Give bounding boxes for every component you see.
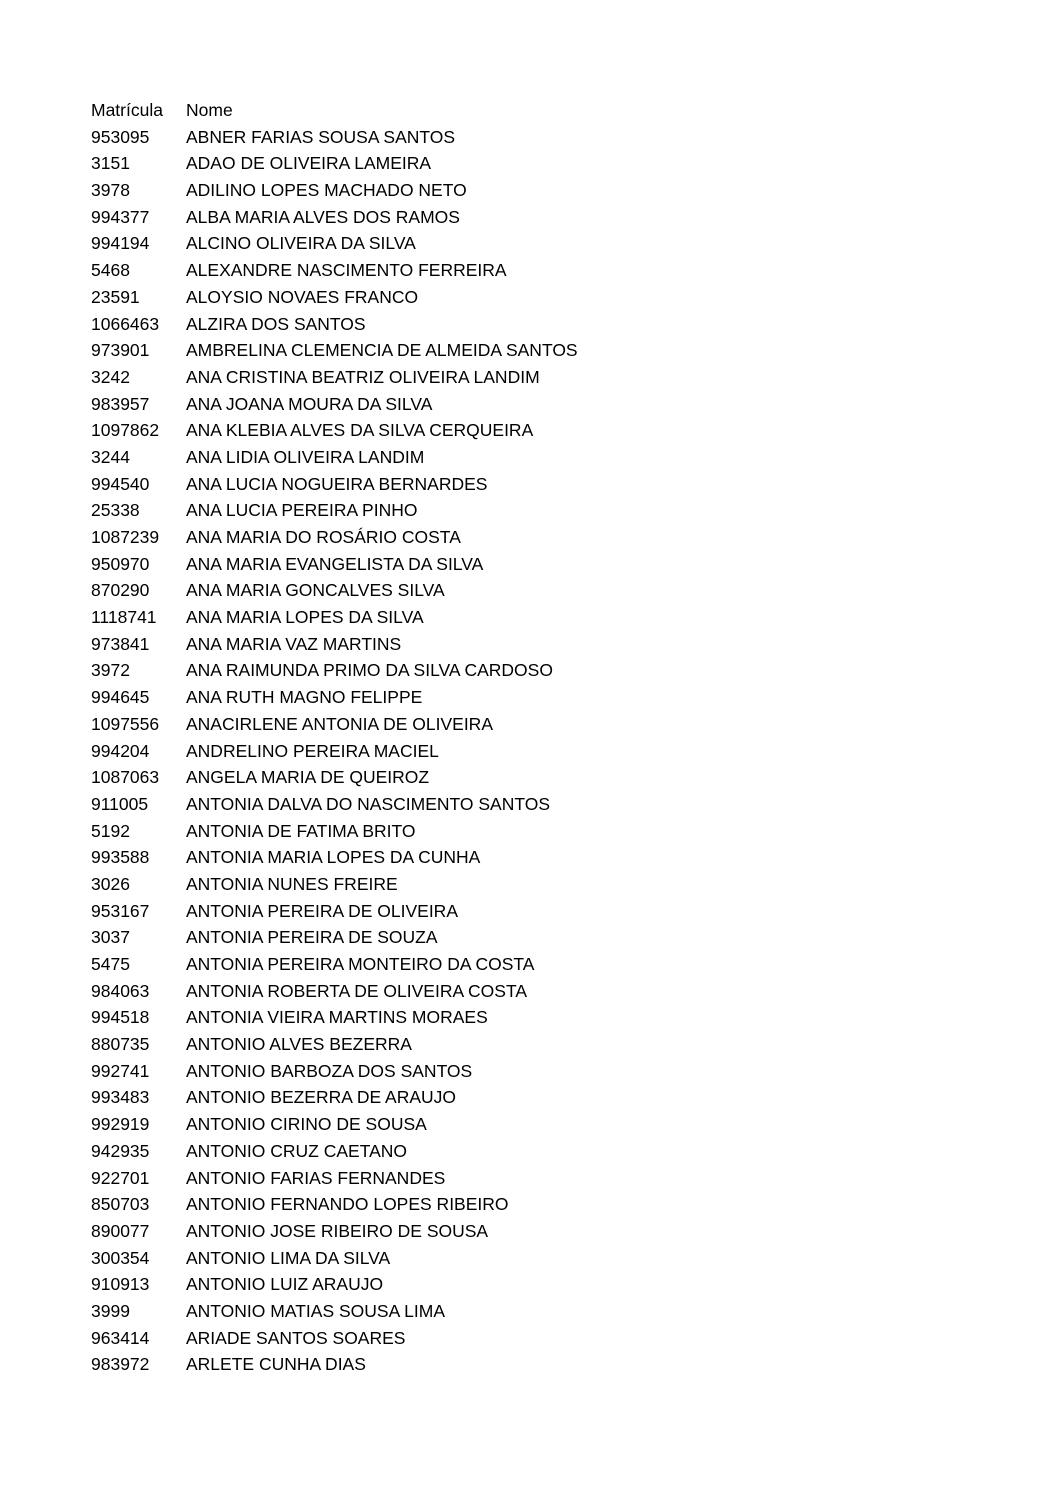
cell-nome: ADAO DE OLIVEIRA LAMEIRA bbox=[186, 153, 432, 174]
table-row bbox=[91, 898, 791, 925]
cell-matricula: 963414 bbox=[91, 1327, 150, 1348]
table-row bbox=[91, 364, 791, 391]
table-row bbox=[91, 978, 791, 1005]
table-row bbox=[91, 791, 791, 818]
cell-nome: ANA LUCIA NOGUEIRA BERNARDES bbox=[186, 473, 488, 494]
cell-matricula: 994518 bbox=[91, 1007, 150, 1028]
cell-matricula: 973841 bbox=[91, 633, 150, 654]
table-row bbox=[91, 444, 791, 471]
cell-nome: ANTONIO JOSE RIBEIRO DE SOUSA bbox=[186, 1220, 489, 1241]
cell-matricula: 870290 bbox=[91, 580, 150, 601]
cell-matricula: 942935 bbox=[91, 1140, 150, 1161]
table-row bbox=[91, 1245, 791, 1272]
cell-matricula: 850703 bbox=[91, 1194, 150, 1215]
table-row bbox=[91, 1031, 791, 1058]
cell-matricula: 950970 bbox=[91, 553, 150, 574]
table-body bbox=[91, 124, 791, 1378]
cell-matricula: 994194 bbox=[91, 233, 150, 254]
cell-nome: ALOYSIO NOVAES FRANCO bbox=[186, 286, 419, 307]
cell-nome: ALEXANDRE NASCIMENTO FERREIRA bbox=[186, 260, 507, 281]
table-row bbox=[91, 497, 791, 524]
table-row bbox=[91, 818, 791, 845]
cell-nome: ANA LIDIA OLIVEIRA LANDIM bbox=[186, 446, 425, 467]
cell-matricula: 3999 bbox=[91, 1300, 130, 1321]
table-row bbox=[91, 150, 791, 177]
column-header-matricula: Matrícula bbox=[91, 100, 163, 120]
cell-nome: ANTONIA VIEIRA MARTINS MORAES bbox=[186, 1007, 488, 1028]
cell-matricula: 1087063 bbox=[91, 767, 160, 788]
cell-matricula: 3978 bbox=[91, 180, 130, 201]
table-row bbox=[91, 1165, 791, 1192]
cell-nome: ANTONIO LIMA DA SILVA bbox=[186, 1247, 391, 1268]
cell-nome: ANA KLEBIA ALVES DA SILVA CERQUEIRA bbox=[186, 420, 534, 441]
cell-matricula: 300354 bbox=[91, 1247, 150, 1268]
cell-nome: ARIADE SANTOS SOARES bbox=[186, 1327, 406, 1348]
table-row bbox=[91, 391, 791, 418]
cell-matricula: 3037 bbox=[91, 927, 130, 948]
table-row bbox=[91, 738, 791, 765]
table-row bbox=[91, 551, 791, 578]
cell-matricula: 994204 bbox=[91, 740, 150, 761]
table-row bbox=[91, 177, 791, 204]
cell-matricula: 953095 bbox=[91, 126, 150, 147]
cell-matricula: 3972 bbox=[91, 660, 130, 681]
table-row bbox=[91, 284, 791, 311]
table-row bbox=[91, 1138, 791, 1165]
cell-matricula: 1097556 bbox=[91, 713, 160, 734]
table-row bbox=[91, 684, 791, 711]
cell-nome: ANA MARIA VAZ MARTINS bbox=[186, 633, 402, 654]
table-row bbox=[91, 1218, 791, 1245]
cell-matricula: 973901 bbox=[91, 340, 150, 361]
cell-nome: ANA RAIMUNDA PRIMO DA SILVA CARDOSO bbox=[186, 660, 553, 681]
cell-matricula: 5468 bbox=[91, 260, 130, 281]
table-row bbox=[91, 230, 791, 257]
table-row bbox=[91, 1325, 791, 1352]
cell-matricula: 984063 bbox=[91, 980, 150, 1001]
cell-matricula: 992919 bbox=[91, 1114, 150, 1135]
cell-matricula: 3151 bbox=[91, 153, 130, 174]
table-row bbox=[91, 577, 791, 604]
cell-nome: ANTONIA PEREIRA DE OLIVEIRA bbox=[186, 900, 458, 921]
table-row bbox=[91, 1004, 791, 1031]
cell-nome: ANACIRLENE ANTONIA DE OLIVEIRA bbox=[186, 713, 493, 734]
cell-matricula: 880735 bbox=[91, 1034, 150, 1055]
cell-nome: ANA LUCIA PEREIRA PINHO bbox=[186, 500, 418, 521]
cell-matricula: 3242 bbox=[91, 366, 130, 387]
cell-nome: AMBRELINA CLEMENCIA DE ALMEIDA SANTOS bbox=[186, 340, 578, 361]
cell-nome: ANA JOANA MOURA DA SILVA bbox=[186, 393, 433, 414]
cell-matricula: 890077 bbox=[91, 1220, 150, 1241]
cell-matricula: 3026 bbox=[91, 873, 130, 894]
cell-nome: ANTONIA NUNES FREIRE bbox=[186, 873, 398, 894]
cell-nome: ANTONIA ROBERTA DE OLIVEIRA COSTA bbox=[186, 980, 528, 1001]
cell-nome: ANTONIO ALVES BEZERRA bbox=[186, 1034, 412, 1055]
cell-nome: ANA MARIA LOPES DA SILVA bbox=[186, 607, 424, 628]
cell-nome: ANA CRISTINA BEATRIZ OLIVEIRA LANDIM bbox=[186, 366, 540, 387]
cell-nome: ANTONIA PEREIRA MONTEIRO DA COSTA bbox=[186, 954, 535, 974]
cell-matricula: 23591 bbox=[91, 286, 140, 307]
table-header-row bbox=[91, 97, 791, 124]
cell-nome: ANTONIA MARIA LOPES DA CUNHA bbox=[186, 847, 481, 868]
table-row bbox=[91, 871, 791, 898]
cell-nome: ANGELA MARIA DE QUEIROZ bbox=[186, 767, 430, 788]
cell-matricula: 1118741 bbox=[91, 607, 157, 628]
cell-matricula: 1066463 bbox=[91, 313, 160, 334]
cell-nome: ANTONIO FARIAS FERNANDES bbox=[186, 1167, 446, 1188]
cell-matricula: 911005 bbox=[91, 793, 149, 814]
table-row bbox=[91, 924, 791, 951]
table-row bbox=[91, 1084, 791, 1111]
cell-matricula: 3244 bbox=[91, 446, 130, 467]
table-row bbox=[91, 631, 791, 658]
cell-nome: ANA MARIA DO ROSÁRIO COSTA bbox=[186, 527, 461, 547]
table-row bbox=[91, 524, 791, 551]
cell-nome: ARLETE CUNHA DIAS bbox=[186, 1354, 366, 1375]
table-row bbox=[91, 1298, 791, 1325]
table-row bbox=[91, 311, 791, 338]
cell-matricula: 983957 bbox=[91, 393, 150, 414]
table-row bbox=[91, 844, 791, 871]
cell-nome: ABNER FARIAS SOUSA SANTOS bbox=[186, 126, 456, 147]
cell-matricula: 992741 bbox=[91, 1060, 150, 1081]
cell-matricula: 993483 bbox=[91, 1087, 150, 1108]
cell-matricula: 5475 bbox=[91, 954, 130, 974]
cell-nome: ANTONIO LUIZ ARAUJO bbox=[186, 1274, 384, 1295]
table-row bbox=[91, 711, 791, 738]
table-row bbox=[91, 471, 791, 498]
cell-matricula: 994377 bbox=[91, 206, 150, 227]
table-row bbox=[91, 417, 791, 444]
cell-matricula: 994645 bbox=[91, 687, 150, 708]
cell-nome: ANTONIA DE FATIMA BRITO bbox=[186, 820, 416, 841]
table-row bbox=[91, 1058, 791, 1085]
table-row bbox=[91, 764, 791, 791]
table-row bbox=[91, 1111, 791, 1138]
cell-nome: ANTONIO MATIAS SOUSA LIMA bbox=[186, 1300, 445, 1321]
employee-table bbox=[91, 97, 791, 1378]
cell-nome: ANTONIO CRUZ CAETANO bbox=[186, 1140, 408, 1161]
cell-nome: ANTONIO BEZERRA DE ARAUJO bbox=[186, 1087, 457, 1108]
cell-matricula: 983972 bbox=[91, 1354, 150, 1375]
cell-nome: ANTONIO FERNANDO LOPES RIBEIRO bbox=[186, 1194, 509, 1215]
cell-nome: ANA RUTH MAGNO FELIPPE bbox=[186, 687, 423, 708]
table-row bbox=[91, 1271, 791, 1298]
cell-nome: ANA MARIA GONCALVES SILVA bbox=[186, 580, 445, 601]
table-row bbox=[91, 604, 791, 631]
cell-nome: ALZIRA DOS SANTOS bbox=[186, 313, 366, 334]
cell-matricula: 993588 bbox=[91, 847, 150, 868]
cell-matricula: 5192 bbox=[91, 820, 130, 841]
cell-matricula: 1097862 bbox=[91, 420, 160, 441]
cell-matricula: 25338 bbox=[91, 500, 140, 521]
cell-nome: ALCINO OLIVEIRA DA SILVA bbox=[186, 233, 416, 254]
cell-nome: ALBA MARIA ALVES DOS RAMOS bbox=[186, 206, 460, 227]
table-row bbox=[91, 1351, 791, 1378]
table-row bbox=[91, 257, 791, 284]
column-header-nome: Nome bbox=[186, 100, 233, 120]
cell-matricula: 922701 bbox=[91, 1167, 150, 1188]
cell-nome: ANTONIA DALVA DO NASCIMENTO SANTOS bbox=[186, 793, 551, 814]
table-row bbox=[91, 124, 791, 151]
table-row bbox=[91, 657, 791, 684]
cell-nome: ANA MARIA EVANGELISTA DA SILVA bbox=[186, 553, 484, 574]
table-row bbox=[91, 951, 791, 978]
table-row bbox=[91, 1191, 791, 1218]
cell-matricula: 994540 bbox=[91, 473, 150, 494]
table-row bbox=[91, 337, 791, 364]
table-row bbox=[91, 204, 791, 231]
cell-matricula: 910913 bbox=[91, 1274, 150, 1295]
cell-nome: ANTONIO CIRINO DE SOUSA bbox=[186, 1114, 427, 1135]
cell-matricula: 1087239 bbox=[91, 527, 160, 547]
cell-nome: ANTONIA PEREIRA DE SOUZA bbox=[186, 927, 438, 948]
cell-nome: ANDRELINO PEREIRA MACIEL bbox=[186, 740, 439, 761]
cell-nome: ADILINO LOPES MACHADO NETO bbox=[186, 180, 467, 201]
cell-matricula: 953167 bbox=[91, 900, 150, 921]
cell-nome: ANTONIO BARBOZA DOS SANTOS bbox=[186, 1060, 473, 1081]
